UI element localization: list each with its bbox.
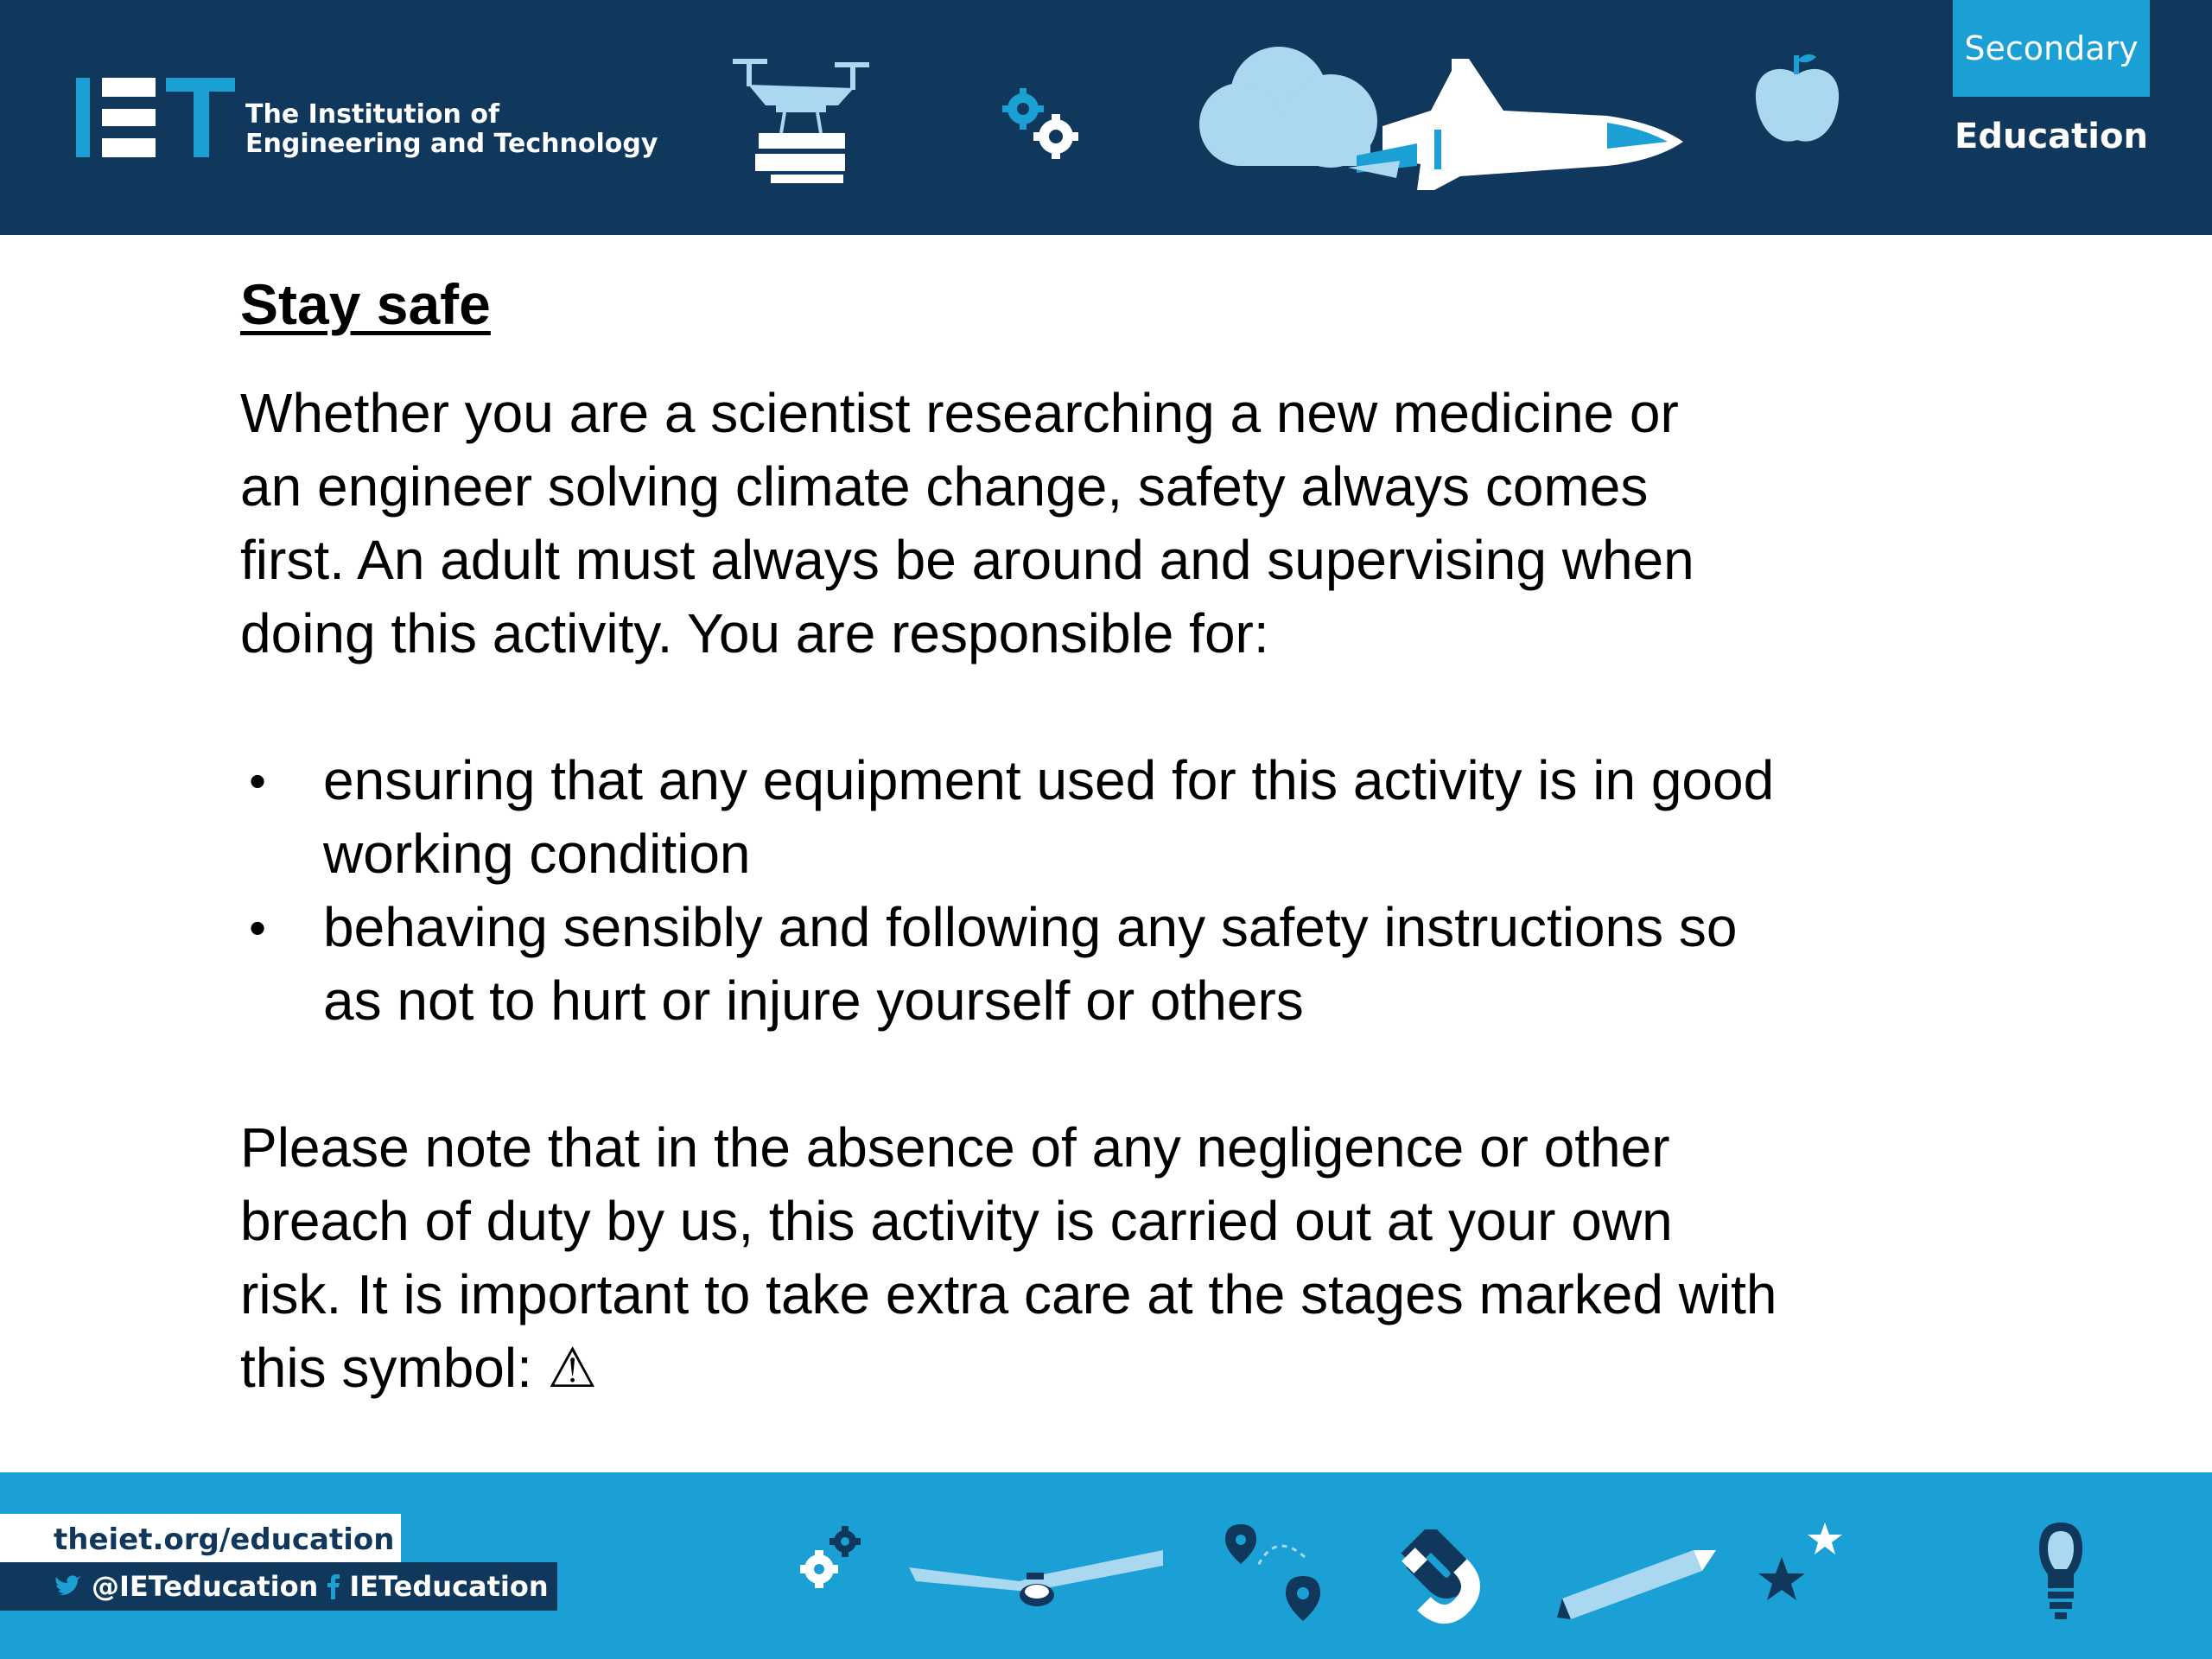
note-line: breach of duty by us, this activity is carried out at your own <box>240 1190 1673 1252</box>
list-item <box>240 891 1986 1038</box>
footer-banner <box>0 1472 2212 1659</box>
note-paragraph <box>240 1111 1986 1405</box>
list-item-line: working condition <box>323 823 751 885</box>
logo-text <box>245 100 658 159</box>
note-line: this symbol: ⚠ <box>240 1337 598 1399</box>
note-line: risk. It is important to take extra care at the stages marked with <box>240 1263 1777 1325</box>
iet-logo[interactable] <box>76 76 658 171</box>
gears-icon <box>797 1524 866 1593</box>
header-banner <box>0 0 2212 235</box>
logo-text-line1: The Institution of <box>245 99 500 130</box>
intro-line: an engineer solving climate change, safety always comes <box>240 455 1649 518</box>
drone-icon <box>724 43 880 194</box>
pencil-icon <box>1555 1538 1719 1624</box>
bullet-icon: • <box>249 900 266 955</box>
facebook-icon <box>327 1573 340 1599</box>
list-item-line: behaving sensibly and following any safety instructions so <box>323 896 1738 958</box>
iet-logomark <box>76 76 240 159</box>
gears-icon <box>1001 86 1087 164</box>
lightbulb-icon <box>2031 1519 2091 1623</box>
intro-line: first. An adult must always be around and supervising when <box>240 529 1694 591</box>
twitter-icon <box>54 1574 83 1599</box>
magnet-icon <box>1400 1529 1495 1624</box>
responsibility-list <box>240 744 1986 1038</box>
intro-line: Whether you are a scientist researching a new medicine or <box>240 382 1679 444</box>
apple-icon <box>1752 48 1842 149</box>
social-links <box>0 1562 557 1611</box>
twitter-handle[interactable]: @IETeducation <box>92 1570 319 1603</box>
intro-paragraph <box>240 377 1986 671</box>
location-pins-icon <box>1215 1522 1327 1635</box>
space-shuttle-icon <box>1348 55 1694 197</box>
list-item <box>240 744 1986 891</box>
list-item-line: as not to hurt or injure yourself or others <box>323 969 1304 1032</box>
bullet-icon: • <box>249 753 266 808</box>
stars-icon <box>1754 1522 1849 1609</box>
glider-icon <box>907 1538 1166 1618</box>
facebook-handle[interactable]: IETeducation <box>349 1570 549 1603</box>
note-line: Please note that in the absence of any negligence or other <box>240 1116 1670 1179</box>
secondary-badge: Secondary <box>1953 0 2150 97</box>
main-content <box>240 270 1986 1405</box>
list-item-line: ensuring that any equipment used for this activity is in good <box>323 749 1775 811</box>
logo-text-line2: Engineering and Technology <box>245 129 658 159</box>
intro-line: doing this activity. You are responsible for: <box>240 602 1269 664</box>
education-label: Education <box>1955 117 2148 156</box>
website-link[interactable]: theiet.org/education <box>0 1514 401 1566</box>
page-title: Stay safe <box>240 272 491 336</box>
